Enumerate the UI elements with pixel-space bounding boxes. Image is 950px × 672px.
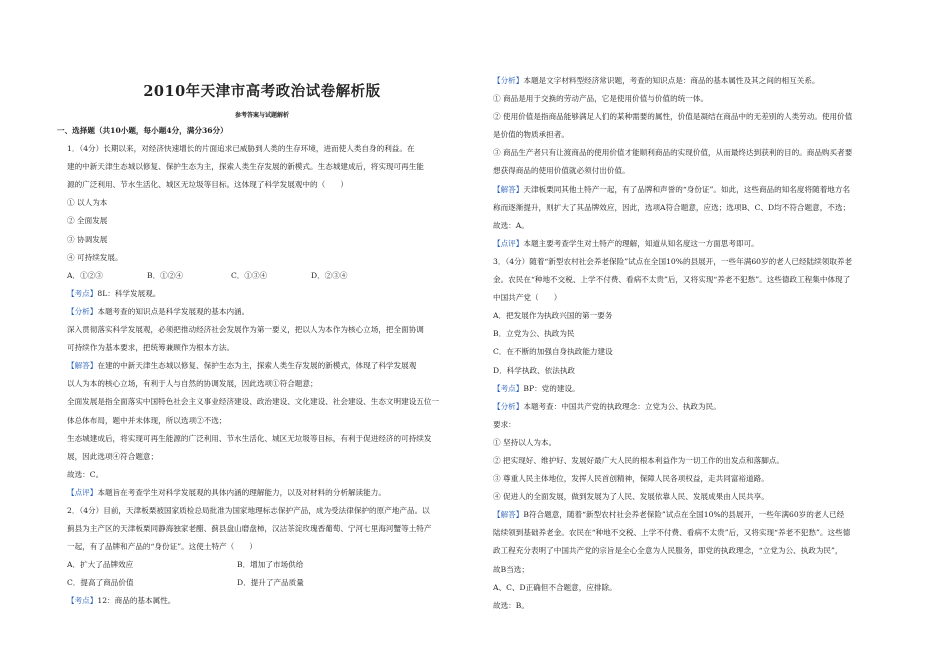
right-lines (493, 72, 888, 615)
section-heading: 一、选择题（共10小题，每小题4分，满分36分） (57, 126, 228, 135)
q3-fenxi-1: 要求： (493, 419, 516, 429)
q3-fenxi-4: ③ 尊重人民主体地位，发挥人民首创精神，保障人民各项权益，走共同富裕道路。 (493, 474, 769, 484)
q1-fenxi-3: 可持续作为基本要求，把统筹兼顾作为根本方法。 (67, 343, 235, 353)
q1-kaodian: 【考点】8L：科学发展观。 (67, 288, 161, 298)
q1-jieda-4: 体总体布局，题中并未体现，所以选项②不选； (67, 415, 227, 425)
q2-fenxi-4: ③ 商品生产者只有让渡商品的使用价值才能顺利商品的实现价值，从而最终达到获利的目的。商品购买者要 (493, 148, 853, 158)
q3-option-b: B．立党为公、执政为民 (493, 329, 575, 339)
q1-jieda-2: 以人为本的核心立场，有利于人与自然的协调发展，因此选项①符合题意； (67, 379, 318, 389)
q1-jieda-6: 展，因此选项④符合题意； (67, 451, 159, 461)
q2-jieda-3: 故选：A。 (493, 220, 529, 230)
q1-item-3: ③ 协调发展 (67, 234, 108, 244)
q3-stem-3: 中国共产党（ ） (493, 293, 562, 303)
q1-jieda-3: 全面发展是指全面落实中国特色社会主义事业经济建设、政治建设、文化建设、社会建设、生态文明建设五位一 (67, 397, 440, 407)
page-title: 2010年天津市高考政治试卷解析版 (143, 83, 381, 100)
q1-options (57, 267, 452, 285)
q1-jieda-5: 生态城建成后，将实现可再生能源的广泛利用、节水生活化、城区无垃圾等目标，有利于促进经济的可持续发 (67, 433, 432, 443)
q2-fenxi-2: ② 使用价值是指商品能够满足人们的某种需要的属性，价值是凝结在商品中的无差别的人类劳动。使用价值 (493, 112, 853, 122)
q1-stem-2: 建的中新天津生态城以修复、保护生态为主，探索人类生存发展的新模式。生态城建成后，将实现可再生能 (67, 162, 424, 172)
q3-stem-1: 3．（4分）随着“新型农村社会养老保险”试点在全国10%的县展开，一些年满60岁的老人已经陆续领取养老 (493, 256, 853, 266)
q3-fenxi-5: ④ 促进人的全面发展，做到发展为了人民、发展依靠人民、发展成果由人民共享。 (493, 492, 769, 502)
q2-option-b: B．增加了市场供给 (237, 560, 304, 570)
q1-option-c: C．①③④ (231, 270, 268, 280)
q2-fenxi: 【分析】本题是文字材料型经济常识题，考查的知识点是：商品的基本属性及其之间的相互关系。 (493, 76, 820, 85)
q1-dianping: 【点评】本题旨在考查学生对科学发展观的具体内涵的理解能力，以及对材料的分析解读能力。 (67, 487, 386, 497)
q3-jieda-4: 故B当选； (493, 564, 529, 574)
q2-stem-1: 2．（4分）目前，天津板栗被国家质检总局批准为国家地理标志保护产品，成为受法律保护的原产地产品。以 (67, 505, 430, 515)
q1-stem-1: 1．（4分）长期以来，对经济快速增长的片面追求已威胁到人类的生存环境，进而使人类自身的利益。在 (67, 144, 415, 154)
fenxi-tag: 【分析】 (67, 306, 98, 316)
q3-option-c: C．在不断的加强自身执政能力建设 (493, 347, 613, 357)
kaodian-tag: 【考点】 (67, 288, 98, 298)
q3-fenxi-2: ① 坚持以人为本。 (493, 437, 557, 447)
q2-fenxi-5: 想获得商品的使用价值就必须付出价值。 (493, 166, 630, 176)
q3-option-a: A．把发展作为执政兴国的第一要务 (493, 311, 613, 321)
q2-jieda: 【解答】天津板栗同其他土特产一起，有了品牌和声誉的“身份证”。如此，这些商品的知名度将随着地方名 (493, 184, 851, 194)
page-subtitle: 参考答案与试题解析 (234, 112, 289, 119)
q1-option-d: D．②③④ (311, 270, 348, 280)
q3-jieda-2: 陆续领到基础养老金。农民在“种地不交税、上学不付费、看病不太贵”后，又将实现“养老不犯愁”。这些德 (493, 528, 851, 538)
q2-stem-2: 蓟县为主产区的天津板栗同静海独家老醋、蓟县盘山磨盘柿，汉沽茶淀玫瑰香葡萄、宁河七里海河蟹等土特产 (67, 524, 432, 534)
q3-jieda-5: A、C、D正确但不合题意，应排除。 (493, 582, 617, 592)
q2-jieda-2: 称而逐渐提升，则扩大了其品牌效应，因此，选项A符合题意，应选；选项B、C、D均不符合题意，不选； (493, 202, 851, 212)
q2-options-row1 (57, 556, 452, 574)
q3-fenxi: 【分析】本题考查：中国共产党的执政理念：立党为公、执政为民。 (493, 401, 721, 411)
q3-fenxi-3: ② 把实现好、维护好、发展好最广大人民的根本利益作为一切工作的出发点和落脚点。 (493, 455, 784, 465)
q1-item-4: ④ 可持续发展。 (67, 252, 123, 262)
q3-jieda: 【解答】B符合题意，随着“新型农村社会养老保险”试点在全国10%的县展开，一些年满60岁的老人已经 (493, 510, 845, 520)
q1-option-a: A．①②③ (67, 270, 103, 280)
jieda-tag: 【解答】 (67, 361, 98, 371)
q2-option-d: D．提升了产品质量 (237, 578, 304, 588)
q2-fenxi-3: 是价值的物质承担者。 (493, 130, 569, 140)
q2-options-row2 (57, 574, 452, 592)
q2-dianping: 【点评】本题主要考查学生对土特产的理解，知道从知名度这一方面思考即可。 (493, 238, 759, 248)
q3-kaodian: 【考点】BP：党的建设。 (493, 383, 580, 393)
q1-option-b: B．①②④ (147, 270, 183, 280)
q1-jieda: 【解答】在建的中新天津生态城以修复、保护生态为主，探索人类生存发展的新模式，体现了科学发展观 (67, 361, 417, 371)
q2-option-a: A．扩大了品牌效应 (67, 560, 134, 570)
left-lines (57, 122, 452, 611)
q3-stem-2: 金。农民在“种地不交税、上学不付费、看病不太贵”后，又将实现“养老不犯愁”。这些德政工程集中体现了 (493, 275, 851, 285)
q2-option-c: C．提高了商品价值 (67, 578, 134, 588)
q1-item-1: ① 以人为本 (67, 198, 108, 208)
q2-kaodian: 【考点】12：商品的基本属性。 (67, 596, 176, 606)
q2-stem-3: 一起，有了品牌和产品的“身份证”。这使土特产（ ） (67, 542, 258, 552)
q3-jieda-6: 故选：B。 (493, 600, 529, 610)
q1-fenxi: 【分析】本题考查的知识点是科学发展观的基本内涵。 (67, 306, 250, 316)
dianping-tag: 【点评】 (67, 487, 98, 497)
q2-fenxi-1: ① 商品是用于交换的劳动产品，它是使用价值与价值的统一体。 (493, 94, 709, 104)
q1-stem-3: 源的广泛利用、节水生活化、城区无垃圾等目标。这体现了科学发展观中的（ ） (67, 180, 348, 190)
q1-fenxi-2: 深入贯彻落实科学发展观，必须把推动经济社会发展作为第一要义，把以人为本作为核心立场，把全面协调 (67, 325, 424, 335)
q1-jieda-7: 故选：C。 (67, 469, 104, 479)
q1-item-2: ② 全面发展 (67, 216, 108, 226)
q3-jieda-3: 政工程充分表明了中国共产党的宗旨是全心全意为人民服务，即党的执政理念，“立党为公、执政为民”， (493, 546, 843, 556)
q3-option-d: D．科学执政、依法执政 (493, 365, 576, 375)
